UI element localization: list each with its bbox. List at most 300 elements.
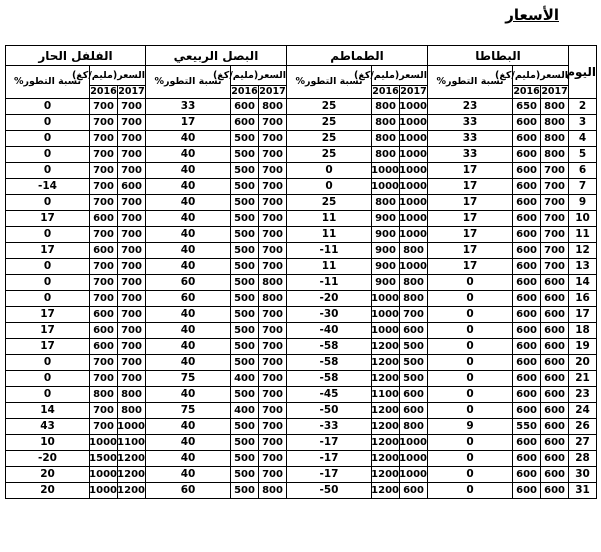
day-cell: 7 xyxy=(569,179,597,195)
change-cell: 0 xyxy=(428,435,513,451)
price-cell: 700 xyxy=(259,211,287,227)
change-cell: 20 xyxy=(6,467,90,483)
day-cell: 4 xyxy=(569,131,597,147)
table-row xyxy=(6,227,597,243)
change-cell: 40 xyxy=(146,355,231,371)
price-cell: 800 xyxy=(400,291,428,307)
change-cell: 25 xyxy=(287,147,372,163)
change-cell: 40 xyxy=(146,307,231,323)
change-cell: 33 xyxy=(428,131,513,147)
price-cell: 800 xyxy=(541,115,569,131)
table-row xyxy=(6,259,597,275)
price-cell: 650 xyxy=(513,99,541,115)
price-cell: 500 xyxy=(231,243,259,259)
price-cell: 700 xyxy=(90,403,118,419)
price-header: السعر(مليم/كغ) xyxy=(90,66,146,86)
change-cell: 0 xyxy=(6,147,90,163)
price-cell: 800 xyxy=(372,115,400,131)
table-row xyxy=(6,419,597,435)
price-cell: 600 xyxy=(541,339,569,355)
change-cell: 40 xyxy=(146,195,231,211)
price-cell: 600 xyxy=(513,131,541,147)
price-cell: 500 xyxy=(231,483,259,499)
change-cell: 0 xyxy=(428,339,513,355)
price-cell: 600 xyxy=(541,483,569,499)
change-cell: 14 xyxy=(6,403,90,419)
change-cell: 20 xyxy=(6,483,90,499)
table-row xyxy=(6,403,597,419)
change-cell: 17 xyxy=(428,227,513,243)
price-cell: 800 xyxy=(259,483,287,499)
price-cell: 600 xyxy=(513,435,541,451)
change-cell: 33 xyxy=(146,99,231,115)
price-cell: 1000 xyxy=(400,435,428,451)
price-cell: 600 xyxy=(513,291,541,307)
price-cell: 700 xyxy=(541,163,569,179)
day-cell: 3 xyxy=(569,115,597,131)
change-cell: 0 xyxy=(6,259,90,275)
table-row xyxy=(6,323,597,339)
price-cell: 600 xyxy=(513,371,541,387)
price-cell: 400 xyxy=(231,371,259,387)
table-row xyxy=(6,467,597,483)
price-table xyxy=(5,45,597,499)
price-cell: 600 xyxy=(90,339,118,355)
page-title: الأسعار xyxy=(505,6,559,24)
table-row xyxy=(6,451,597,467)
change-cell: 17 xyxy=(146,115,231,131)
price-cell: 600 xyxy=(541,275,569,291)
change-cell: 25 xyxy=(287,99,372,115)
price-cell: 700 xyxy=(541,227,569,243)
price-cell: 1000 xyxy=(400,227,428,243)
change-header: نسبة التطور% xyxy=(287,66,372,99)
table-row xyxy=(6,99,597,115)
price-cell: 1100 xyxy=(372,387,400,403)
price-cell: 700 xyxy=(259,147,287,163)
price-cell: 700 xyxy=(118,307,146,323)
price-cell: 1000 xyxy=(118,419,146,435)
price-cell: 700 xyxy=(541,179,569,195)
price-cell: 700 xyxy=(259,179,287,195)
price-cell: 700 xyxy=(259,339,287,355)
price-cell: 1000 xyxy=(400,451,428,467)
change-cell: 11 xyxy=(287,211,372,227)
price-cell: 800 xyxy=(259,99,287,115)
price-cell: 600 xyxy=(513,115,541,131)
price-cell: 800 xyxy=(118,387,146,403)
price-cell: 900 xyxy=(372,275,400,291)
price-cell: 500 xyxy=(231,387,259,403)
price-cell: 500 xyxy=(231,419,259,435)
price-cell: 700 xyxy=(541,243,569,259)
price-cell: 500 xyxy=(231,195,259,211)
price-cell: 800 xyxy=(372,131,400,147)
table-row xyxy=(6,179,597,195)
price-cell: 800 xyxy=(541,99,569,115)
price-cell: 700 xyxy=(90,147,118,163)
price-cell: 500 xyxy=(231,275,259,291)
price-cell: 900 xyxy=(372,243,400,259)
change-cell: 10 xyxy=(6,435,90,451)
price-cell: 600 xyxy=(513,483,541,499)
change-header: نسبة التطور% xyxy=(6,66,90,99)
price-cell: 600 xyxy=(90,323,118,339)
price-cell: 800 xyxy=(372,195,400,211)
year-header: 2017 xyxy=(259,86,286,98)
price-cell: 700 xyxy=(118,371,146,387)
price-cell: 600 xyxy=(400,483,428,499)
price-cell: 700 xyxy=(118,275,146,291)
change-header: نسبة التطور% xyxy=(146,66,231,99)
price-cell: 1000 xyxy=(400,259,428,275)
price-cell: 800 xyxy=(541,131,569,147)
product-header-potato: البطاطا xyxy=(428,46,569,66)
change-cell: 17 xyxy=(428,179,513,195)
price-cell: 1200 xyxy=(372,419,400,435)
price-cell: 1200 xyxy=(372,339,400,355)
price-cell: 700 xyxy=(259,403,287,419)
price-cell: 600 xyxy=(513,307,541,323)
change-cell: 0 xyxy=(6,275,90,291)
price-cell: 500 xyxy=(231,163,259,179)
price-cell: 1200 xyxy=(118,483,146,499)
change-cell: 0 xyxy=(287,179,372,195)
price-cell: 600 xyxy=(513,227,541,243)
change-cell: 0 xyxy=(428,387,513,403)
price-cell: 600 xyxy=(90,243,118,259)
day-column-header: اليوم xyxy=(569,46,597,99)
change-cell: 33 xyxy=(428,115,513,131)
price-cell: 700 xyxy=(400,307,428,323)
change-cell: 0 xyxy=(6,163,90,179)
price-cell: 500 xyxy=(231,355,259,371)
price-cell: 1100 xyxy=(118,435,146,451)
price-cell: 700 xyxy=(259,467,287,483)
price-cell: 700 xyxy=(259,163,287,179)
price-cell: 1000 xyxy=(372,307,400,323)
product-header-spring-onion: البصل الربيعي xyxy=(146,46,287,66)
year-header: 2016 xyxy=(372,86,399,98)
price-cell: 1200 xyxy=(372,403,400,419)
price-cell: 700 xyxy=(118,243,146,259)
price-cell: 600 xyxy=(541,291,569,307)
price-cell: 600 xyxy=(513,275,541,291)
day-cell: 10 xyxy=(569,211,597,227)
change-cell: 17- xyxy=(287,467,372,483)
year-header: 2016 xyxy=(231,86,258,98)
change-cell: 40 xyxy=(146,323,231,339)
change-cell: 33 xyxy=(428,147,513,163)
price-cell: 600 xyxy=(541,435,569,451)
change-cell: 0 xyxy=(428,403,513,419)
price-cell: 500 xyxy=(400,355,428,371)
change-cell: 17 xyxy=(6,323,90,339)
price-cell: 600 xyxy=(513,403,541,419)
day-cell: 31 xyxy=(569,483,597,499)
table-row xyxy=(6,211,597,227)
price-cell: 1000 xyxy=(372,291,400,307)
change-cell: 0 xyxy=(6,131,90,147)
change-cell: 40 xyxy=(146,179,231,195)
year-header: 2017 xyxy=(118,86,145,98)
price-cell: 500 xyxy=(400,339,428,355)
price-cell: 900 xyxy=(372,211,400,227)
price-cell: 1000 xyxy=(372,179,400,195)
day-cell: 26 xyxy=(569,419,597,435)
day-cell: 13 xyxy=(569,259,597,275)
price-cell: 1200 xyxy=(372,355,400,371)
price-cell: 400 xyxy=(231,403,259,419)
price-cell: 1000 xyxy=(400,195,428,211)
change-cell: 0 xyxy=(428,323,513,339)
change-cell: 17 xyxy=(6,339,90,355)
price-cell: 700 xyxy=(118,163,146,179)
table-row xyxy=(6,131,597,147)
change-cell: 25 xyxy=(287,195,372,211)
price-cell: 500 xyxy=(400,371,428,387)
price-cell: 600 xyxy=(541,323,569,339)
price-cell: 1000 xyxy=(90,483,118,499)
change-cell: 0 xyxy=(6,387,90,403)
price-cell: 1200 xyxy=(372,451,400,467)
price-cell: 700 xyxy=(259,419,287,435)
price-cell: 500 xyxy=(231,179,259,195)
change-cell: 0 xyxy=(6,227,90,243)
price-cell: 1200 xyxy=(372,435,400,451)
change-cell: 0 xyxy=(428,307,513,323)
price-cell: 800 xyxy=(400,243,428,259)
change-cell: 17 xyxy=(428,211,513,227)
price-cell: 700 xyxy=(259,387,287,403)
change-cell: 40 xyxy=(146,387,231,403)
table-row xyxy=(6,195,597,211)
change-cell: 9 xyxy=(428,419,513,435)
day-cell: 17 xyxy=(569,307,597,323)
price-cell: 800 xyxy=(372,99,400,115)
change-cell: 20- xyxy=(6,451,90,467)
change-cell: 23 xyxy=(428,99,513,115)
change-cell: 0 xyxy=(287,163,372,179)
table-row xyxy=(6,355,597,371)
change-cell: 30- xyxy=(287,307,372,323)
change-cell: 40 xyxy=(146,211,231,227)
change-cell: 0 xyxy=(428,451,513,467)
table-row xyxy=(6,147,597,163)
change-cell: 25 xyxy=(287,131,372,147)
change-cell: 60 xyxy=(146,291,231,307)
table-row xyxy=(6,483,597,499)
price-cell: 600 xyxy=(90,307,118,323)
year-header: 2017 xyxy=(400,86,427,98)
price-cell: 600 xyxy=(118,179,146,195)
price-cell: 600 xyxy=(400,403,428,419)
price-cell: 1200 xyxy=(372,467,400,483)
change-cell: 11 xyxy=(287,227,372,243)
table-row xyxy=(6,275,597,291)
price-cell: 600 xyxy=(513,387,541,403)
price-cell: 700 xyxy=(90,227,118,243)
change-cell: 40 xyxy=(146,147,231,163)
change-cell: 14- xyxy=(6,179,90,195)
price-cell: 500 xyxy=(231,467,259,483)
change-cell: 0 xyxy=(428,467,513,483)
day-cell: 2 xyxy=(569,99,597,115)
price-cell: 600 xyxy=(513,339,541,355)
day-cell: 21 xyxy=(569,371,597,387)
change-cell: 17- xyxy=(287,435,372,451)
change-cell: 11- xyxy=(287,275,372,291)
price-cell: 700 xyxy=(118,355,146,371)
price-cell: 600 xyxy=(231,99,259,115)
change-cell: 17 xyxy=(428,163,513,179)
change-cell: 40 xyxy=(146,243,231,259)
price-cell: 700 xyxy=(541,195,569,211)
table-row xyxy=(6,243,597,259)
price-cell: 700 xyxy=(118,115,146,131)
price-cell: 600 xyxy=(513,355,541,371)
table-row xyxy=(6,371,597,387)
price-cell: 600 xyxy=(541,451,569,467)
year-header: 2016 xyxy=(513,86,540,98)
year-header: 2017 xyxy=(541,86,568,98)
price-cell: 500 xyxy=(231,307,259,323)
price-cell: 700 xyxy=(90,259,118,275)
price-cell: 600 xyxy=(541,419,569,435)
price-cell: 1000 xyxy=(400,115,428,131)
price-cell: 700 xyxy=(90,179,118,195)
change-cell: 75 xyxy=(146,371,231,387)
price-cell: 600 xyxy=(513,195,541,211)
price-cell: 600 xyxy=(541,371,569,387)
price-cell: 500 xyxy=(231,435,259,451)
price-cell: 800 xyxy=(400,419,428,435)
change-cell: 0 xyxy=(6,355,90,371)
price-cell: 1000 xyxy=(400,467,428,483)
change-cell: 0 xyxy=(6,115,90,131)
price-cell: 800 xyxy=(259,291,287,307)
price-cell: 1200 xyxy=(118,451,146,467)
table-row xyxy=(6,339,597,355)
change-cell: 17 xyxy=(428,195,513,211)
change-cell: 40 xyxy=(146,131,231,147)
change-cell: 40 xyxy=(146,419,231,435)
change-cell: 50- xyxy=(287,483,372,499)
price-cell: 1200 xyxy=(372,483,400,499)
change-cell: 40 xyxy=(146,259,231,275)
price-cell: 700 xyxy=(90,99,118,115)
change-cell: 0 xyxy=(6,371,90,387)
price-cell: 700 xyxy=(118,259,146,275)
price-cell: 700 xyxy=(259,131,287,147)
change-cell: 0 xyxy=(428,291,513,307)
change-cell: 17- xyxy=(287,451,372,467)
price-cell: 700 xyxy=(541,211,569,227)
price-cell: 1000 xyxy=(400,163,428,179)
change-cell: 11- xyxy=(287,243,372,259)
year-header: 2016 xyxy=(90,86,117,98)
table-row xyxy=(6,387,597,403)
change-cell: 17 xyxy=(6,243,90,259)
price-cell: 600 xyxy=(400,387,428,403)
table-row xyxy=(6,291,597,307)
product-header-tomato: الطماطم xyxy=(287,46,428,66)
price-cell: 700 xyxy=(118,195,146,211)
price-cell: 500 xyxy=(231,227,259,243)
price-cell: 600 xyxy=(513,163,541,179)
price-cell: 600 xyxy=(513,323,541,339)
change-cell: 58- xyxy=(287,371,372,387)
price-cell: 700 xyxy=(118,323,146,339)
day-cell: 24 xyxy=(569,403,597,419)
price-cell: 700 xyxy=(118,227,146,243)
change-cell: 40 xyxy=(146,163,231,179)
price-cell: 600 xyxy=(541,403,569,419)
price-cell: 600 xyxy=(90,211,118,227)
price-cell: 900 xyxy=(372,227,400,243)
price-cell: 800 xyxy=(372,147,400,163)
price-cell: 1000 xyxy=(400,131,428,147)
price-cell: 700 xyxy=(259,435,287,451)
price-cell: 800 xyxy=(541,147,569,163)
price-header: السعر(مليم/كغ) xyxy=(513,66,569,86)
price-cell: 600 xyxy=(513,467,541,483)
change-cell: 0 xyxy=(6,195,90,211)
change-cell: 60 xyxy=(146,483,231,499)
price-cell: 1000 xyxy=(400,211,428,227)
day-cell: 18 xyxy=(569,323,597,339)
day-cell: 27 xyxy=(569,435,597,451)
price-header: السعر(مليم/كغ) xyxy=(231,66,287,86)
day-cell: 14 xyxy=(569,275,597,291)
change-cell: 58- xyxy=(287,355,372,371)
price-cell: 600 xyxy=(400,323,428,339)
change-cell: 60 xyxy=(146,275,231,291)
price-header: السعر(مليم/كغ) xyxy=(372,66,428,86)
change-cell: 11 xyxy=(287,259,372,275)
price-cell: 700 xyxy=(90,419,118,435)
day-cell: 20 xyxy=(569,355,597,371)
price-cell: 500 xyxy=(231,131,259,147)
price-cell: 1000 xyxy=(90,467,118,483)
change-cell: 40 xyxy=(146,227,231,243)
change-cell: 43 xyxy=(6,419,90,435)
day-cell: 28 xyxy=(569,451,597,467)
price-rows xyxy=(6,99,597,499)
change-cell: 17 xyxy=(428,259,513,275)
price-cell: 500 xyxy=(231,147,259,163)
price-cell: 1000 xyxy=(90,435,118,451)
price-cell: 700 xyxy=(118,99,146,115)
price-cell: 600 xyxy=(513,259,541,275)
day-cell: 16 xyxy=(569,291,597,307)
price-cell: 600 xyxy=(231,115,259,131)
price-cell: 700 xyxy=(90,163,118,179)
price-cell: 800 xyxy=(90,387,118,403)
price-cell: 700 xyxy=(259,243,287,259)
change-cell: 33- xyxy=(287,419,372,435)
price-cell: 500 xyxy=(231,259,259,275)
price-cell: 700 xyxy=(259,355,287,371)
price-cell: 600 xyxy=(513,179,541,195)
price-cell: 700 xyxy=(90,115,118,131)
price-cell: 600 xyxy=(513,451,541,467)
day-cell: 12 xyxy=(569,243,597,259)
price-cell: 500 xyxy=(231,291,259,307)
price-cell: 500 xyxy=(231,451,259,467)
day-cell: 11 xyxy=(569,227,597,243)
change-cell: 75 xyxy=(146,403,231,419)
